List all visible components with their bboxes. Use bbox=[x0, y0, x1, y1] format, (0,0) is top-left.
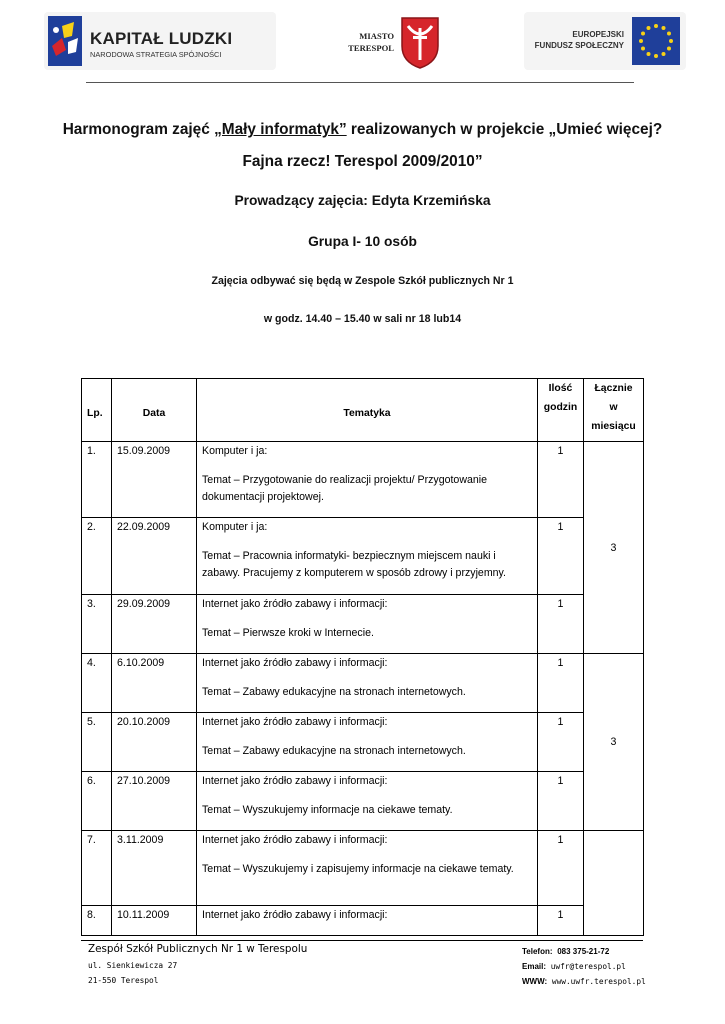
kapital-ludzki-subtitle: NARODOWA STRATEGIA SPÓJNOŚCI bbox=[90, 50, 222, 59]
efs-logo-line2: FUNDUSZ SPOŁECZNY bbox=[534, 41, 624, 50]
header-divider bbox=[86, 82, 634, 83]
row-date: 3.11.2009 bbox=[112, 831, 197, 906]
month-total-october: 3 bbox=[584, 654, 644, 831]
table-row bbox=[82, 595, 644, 654]
row-lp: 3. bbox=[82, 595, 112, 654]
header-hours-line1: Ilość bbox=[548, 383, 573, 394]
title-course-name: „Mały informatyk” bbox=[214, 121, 347, 138]
kapital-ludzki-title: KAPITAŁ LUDZKI bbox=[90, 29, 233, 48]
eu-star-icon bbox=[647, 52, 651, 56]
eu-star-icon bbox=[641, 32, 645, 36]
efs-logo bbox=[524, 12, 686, 70]
schedule-table bbox=[81, 378, 644, 936]
row-lp: 7. bbox=[82, 831, 112, 906]
row-hours: 1 bbox=[538, 518, 584, 595]
footer-email bbox=[522, 962, 626, 971]
month-total-november bbox=[584, 831, 644, 936]
row-date: 22.09.2009 bbox=[112, 518, 197, 595]
row-date: 29.09.2009 bbox=[112, 595, 197, 654]
footer-city: 21-550 Terespol bbox=[88, 976, 159, 985]
row-topic bbox=[197, 713, 538, 772]
eu-star-icon bbox=[662, 26, 666, 30]
terespol-logo-text bbox=[338, 30, 394, 54]
topic-heading: Internet jako źródło zabawy i informacji: bbox=[202, 657, 388, 669]
row-topic bbox=[197, 442, 538, 518]
header-hours-line2: godzin bbox=[543, 402, 578, 413]
title-part2: realizowanych w projekcie „Umieć więcej? Fajna rzecz! Terespol 2009/2010” bbox=[242, 121, 663, 170]
topic-body: Temat – Pierwsze kroki w Internecie. bbox=[202, 627, 374, 639]
footer-phone-label: Telefon: bbox=[522, 947, 553, 956]
terespol-logo-line1: MIASTO bbox=[359, 31, 394, 41]
title-part1: Harmonogram zajęć bbox=[62, 121, 215, 138]
footer-www-value[interactable]: www.uwfr.terespol.pl bbox=[551, 977, 646, 986]
header-total-line1: Łącznie bbox=[594, 383, 633, 394]
terespol-logo bbox=[338, 16, 468, 72]
row-lp: 6. bbox=[82, 772, 112, 831]
header-topic: Tematyka bbox=[197, 379, 538, 442]
page-header bbox=[44, 12, 686, 72]
row-lp: 4. bbox=[82, 654, 112, 713]
footer-www bbox=[522, 977, 646, 986]
efs-logo-text bbox=[534, 29, 624, 51]
table-row bbox=[82, 518, 644, 595]
row-topic bbox=[197, 831, 538, 906]
row-topic bbox=[197, 772, 538, 831]
terespol-logo-line2: TERESPOL bbox=[348, 43, 394, 53]
eu-star-icon bbox=[667, 47, 671, 51]
row-hours: 1 bbox=[538, 772, 584, 831]
row-hours: 1 bbox=[538, 442, 584, 518]
eu-star-icon bbox=[639, 39, 643, 43]
header-month-total bbox=[584, 379, 644, 442]
footer-street: ul. Sienkiewicza 27 bbox=[88, 961, 178, 970]
row-hours: 1 bbox=[538, 654, 584, 713]
row-topic bbox=[197, 595, 538, 654]
row-date: 20.10.2009 bbox=[112, 713, 197, 772]
eu-star-icon bbox=[641, 47, 645, 51]
footer-phone-value: 083 375-21-72 bbox=[557, 947, 610, 956]
topic-heading: Internet jako źródło zabawy i informacji: bbox=[202, 598, 388, 610]
row-hours: 1 bbox=[538, 831, 584, 906]
table-row bbox=[82, 772, 644, 831]
table-row bbox=[82, 442, 644, 518]
eu-flag-icon bbox=[632, 17, 680, 65]
row-date: 6.10.2009 bbox=[112, 654, 197, 713]
topic-heading: Komputer i ja: bbox=[202, 445, 268, 457]
row-lp: 2. bbox=[82, 518, 112, 595]
header-lp: Lp. bbox=[82, 379, 112, 442]
topic-body: Temat – Zabawy edukacyjne na stronach internetowych. bbox=[202, 745, 466, 757]
row-date: 27.10.2009 bbox=[112, 772, 197, 831]
eu-star-icon bbox=[654, 24, 658, 28]
footer-phone bbox=[522, 947, 609, 956]
row-hours: 1 bbox=[538, 713, 584, 772]
footer-email-value[interactable]: uwfr@terespol.pl bbox=[550, 962, 626, 971]
header-total-line3: miesiącu bbox=[591, 421, 636, 432]
eu-star-icon bbox=[654, 54, 658, 58]
row-date: 10.11.2009 bbox=[112, 906, 197, 936]
footer-www-label: WWW: bbox=[522, 977, 548, 986]
terespol-coat-of-arms-icon bbox=[400, 16, 440, 70]
table-header-row bbox=[82, 379, 644, 442]
topic-heading: Internet jako źródło zabawy i informacji: bbox=[202, 716, 388, 728]
row-date: 15.09.2009 bbox=[112, 442, 197, 518]
topic-body: Temat – Wyszukujemy i zapisujemy informacje na ciekawe tematy. bbox=[202, 863, 514, 875]
eu-star-icon bbox=[647, 26, 651, 30]
lecturer-line: Prowadzący zajęcia: Edyta Krzemińska bbox=[234, 193, 491, 208]
table-row bbox=[82, 906, 644, 936]
row-topic bbox=[197, 654, 538, 713]
kapital-ludzki-emblem-icon bbox=[48, 16, 82, 66]
row-lp: 5. bbox=[82, 713, 112, 772]
eu-star-icon bbox=[667, 32, 671, 36]
topic-heading: Internet jako źródło zabawy i informacji: bbox=[202, 834, 388, 846]
topic-body: Temat – Zabawy edukacyjne na stronach internetowych. bbox=[202, 686, 466, 698]
row-hours: 1 bbox=[538, 595, 584, 654]
header-total-line2: w bbox=[609, 402, 618, 413]
header-date: Data bbox=[112, 379, 197, 442]
topic-body: Temat – Wyszukujemy informacje na ciekawe tematy. bbox=[202, 804, 453, 816]
topic-body: Temat – Pracownia informatyki- bezpiecznym miejscem nauki i zabawy. Pracujemy z komputerem w sposób zdrowy i przyjemny. bbox=[202, 550, 506, 579]
row-topic bbox=[197, 906, 538, 936]
footer-email-label: Email: bbox=[522, 962, 547, 971]
topic-heading: Internet jako źródło zabawy i informacji: bbox=[202, 775, 388, 787]
eu-star-icon bbox=[662, 52, 666, 56]
footer-divider bbox=[81, 940, 643, 941]
row-topic bbox=[197, 518, 538, 595]
place-line: Zajęcia odbywać się będą w Zespole Szkół publicznych Nr 1 bbox=[211, 275, 514, 287]
eu-star-icon bbox=[669, 39, 673, 43]
footer-school-name: Zespół Szkół Publicznych Nr 1 w Terespolu bbox=[88, 943, 308, 955]
topic-heading: Komputer i ja: bbox=[202, 521, 268, 533]
row-hours: 1 bbox=[538, 906, 584, 936]
row-lp: 8. bbox=[82, 906, 112, 936]
table-row bbox=[82, 713, 644, 772]
header-hours bbox=[538, 379, 584, 442]
table-row bbox=[82, 831, 644, 906]
topic-body: Temat – Przygotowanie do realizacji projektu/ Przygotowanie dokumentacji projektowej. bbox=[202, 474, 487, 503]
hours-line: w godz. 14.40 – 15.40 w sali nr 18 lub14 bbox=[263, 313, 462, 325]
efs-logo-line1: EUROPEJSKI bbox=[572, 30, 624, 39]
topic-heading: Internet jako źródło zabawy i informacji: bbox=[202, 909, 388, 921]
table-row bbox=[82, 654, 644, 713]
row-lp: 1. bbox=[82, 442, 112, 518]
group-line: Grupa I- 10 osób bbox=[308, 234, 417, 249]
month-total-september: 3 bbox=[584, 442, 644, 654]
kapital-ludzki-logo bbox=[44, 12, 276, 70]
page-title bbox=[60, 114, 665, 178]
